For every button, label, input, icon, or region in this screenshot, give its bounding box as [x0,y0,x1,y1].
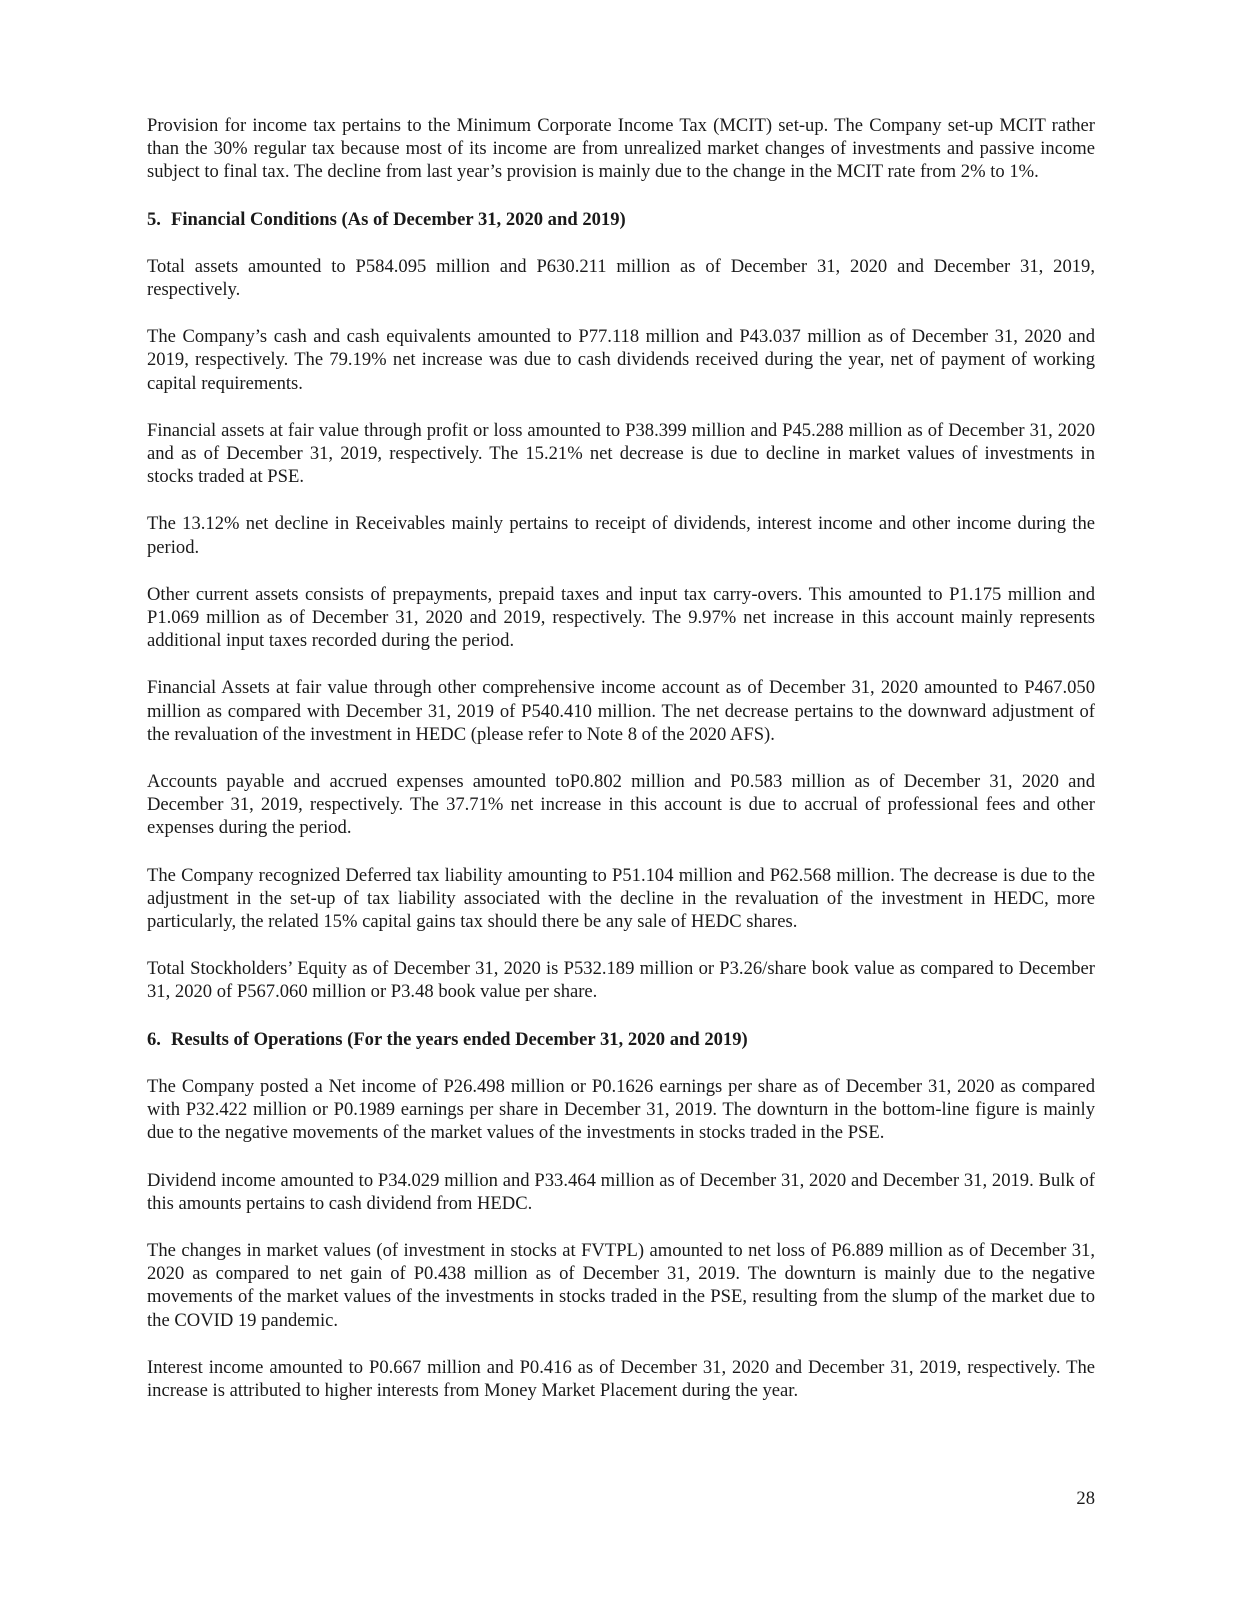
section-5-paragraph: Financial Assets at fair value through other comprehensive income account as of December 31, 2020 amounted to P467.050 million as compared with December 31, 2019 of P540.410 million. The net decrease pertains to the downward adjustment of the revaluation of the investment in HEDC (please refer to Note 8 of the 2020 AFS). [147,677,1095,745]
section-5-paragraph: Total Stockholders’ Equity as of December 31, 2020 is P532.189 million or P3.26/share book value as compared to December 31, 2020 of P567.060 million or P3.48 book value per share. [147,958,1095,1003]
section-5-paragraph: Accounts payable and accrued expenses amounted toP0.802 million and P0.583 million as of December 31, 2020 and December 31, 2019, respectively. The 37.71% net increase in this account is due to accrual of professional fees and other expenses during the period. [147,771,1095,839]
section-5-paragraph: The Company’s cash and cash equivalents amounted to P77.118 million and P43.037 million as of December 31, 2020 and 2019, respectively. The 79.19% net increase was due to cash dividends received during the year, net of payment of working capital requirements. [147,326,1095,394]
section-6-heading [147,1028,1095,1051]
section-6-paragraph: Interest income amounted to P0.667 million and P0.416 as of December 31, 2020 and December 31, 2019, respectively. The increase is attributed to higher interests from Money Market Placement during the year. [147,1356,1095,1401]
page-number: 28 [1076,1488,1095,1509]
section-5-paragraph: Other current assets consists of prepayments, prepaid taxes and input tax carry-overs. This amounted to P1.175 million and P1.069 million as of December 31, 2020 and 2019, respectively. The 9.97% net increase in this account mainly represents additional input taxes recorded during the period. [147,583,1095,652]
section-5-paragraph: Financial assets at fair value through profit or loss amounted to P38.399 million and P45.288 million as of December 31, 2020 and as of December 31, 2019, respectively. The 15.21% net decrease is due to decline in market values of investments in stocks traded at PSE. [147,419,1095,488]
section-5-title: Financial Conditions (As of December 31, 2020 and 2019) [171,208,626,230]
section-5-number: 5. [147,208,161,230]
section-5-paragraph: The 13.12% net decline in Receivables mainly pertains to receipt of dividends, interest income and other income during the period. [147,513,1095,558]
section-6-title: Results of Operations (For the years ended December 31, 2020 and 2019) [171,1028,748,1050]
intro-paragraph: Provision for income tax pertains to the Minimum Corporate Income Tax (MCIT) set-up. The Company set-up MCIT rather than the 30% regular tax because most of its income are from unrealized market changes of investments and passive income subject to final tax. The decline from last year’s provision is mainly due to the change in the MCIT rate from 2% to 1%. [147,115,1095,183]
section-5-paragraph: Total assets amounted to P584.095 million and P630.211 million as of December 31, 2020 and December 31, 2019, respectively. [147,255,1095,301]
section-6-paragraph: Dividend income amounted to P34.029 million and P33.464 million as of December 31, 2020 and December 31, 2019. Bulk of this amounts pertains to cash dividend from HEDC. [147,1169,1095,1214]
section-6-paragraph: The changes in market values (of investment in stocks at FVTPL) amounted to net loss of P6.889 million as of December 31, 2020 as compared to net gain of P0.438 million as of December 31, 2019. The downturn is mainly due to the negative movements of the market values of the investments in stocks traded in the PSE, resulting from the slump of the market due to the COVID 19 pandemic. [147,1239,1095,1331]
section-6-number: 6. [147,1028,161,1050]
document-page [147,114,1095,1426]
section-5-paragraph: The Company recognized Deferred tax liability amounting to P51.104 million and P62.568 million. The decrease is due to the adjustment in the set-up of tax liability associated with the decline in the revaluation of the investment in HEDC, more particularly, the related 15% capital gains tax should there be any sale of HEDC shares. [147,864,1095,933]
section-6-paragraph: The Company posted a Net income of P26.498 million or P0.1626 earnings per share as of December 31, 2020 as compared with P32.422 million or P0.1989 earnings per share in December 31, 2019. The downturn in the bottom-line figure is mainly due to the negative movements of the market values of the investments in stocks traded in the PSE. [147,1075,1095,1144]
section-5-heading [147,208,1095,231]
